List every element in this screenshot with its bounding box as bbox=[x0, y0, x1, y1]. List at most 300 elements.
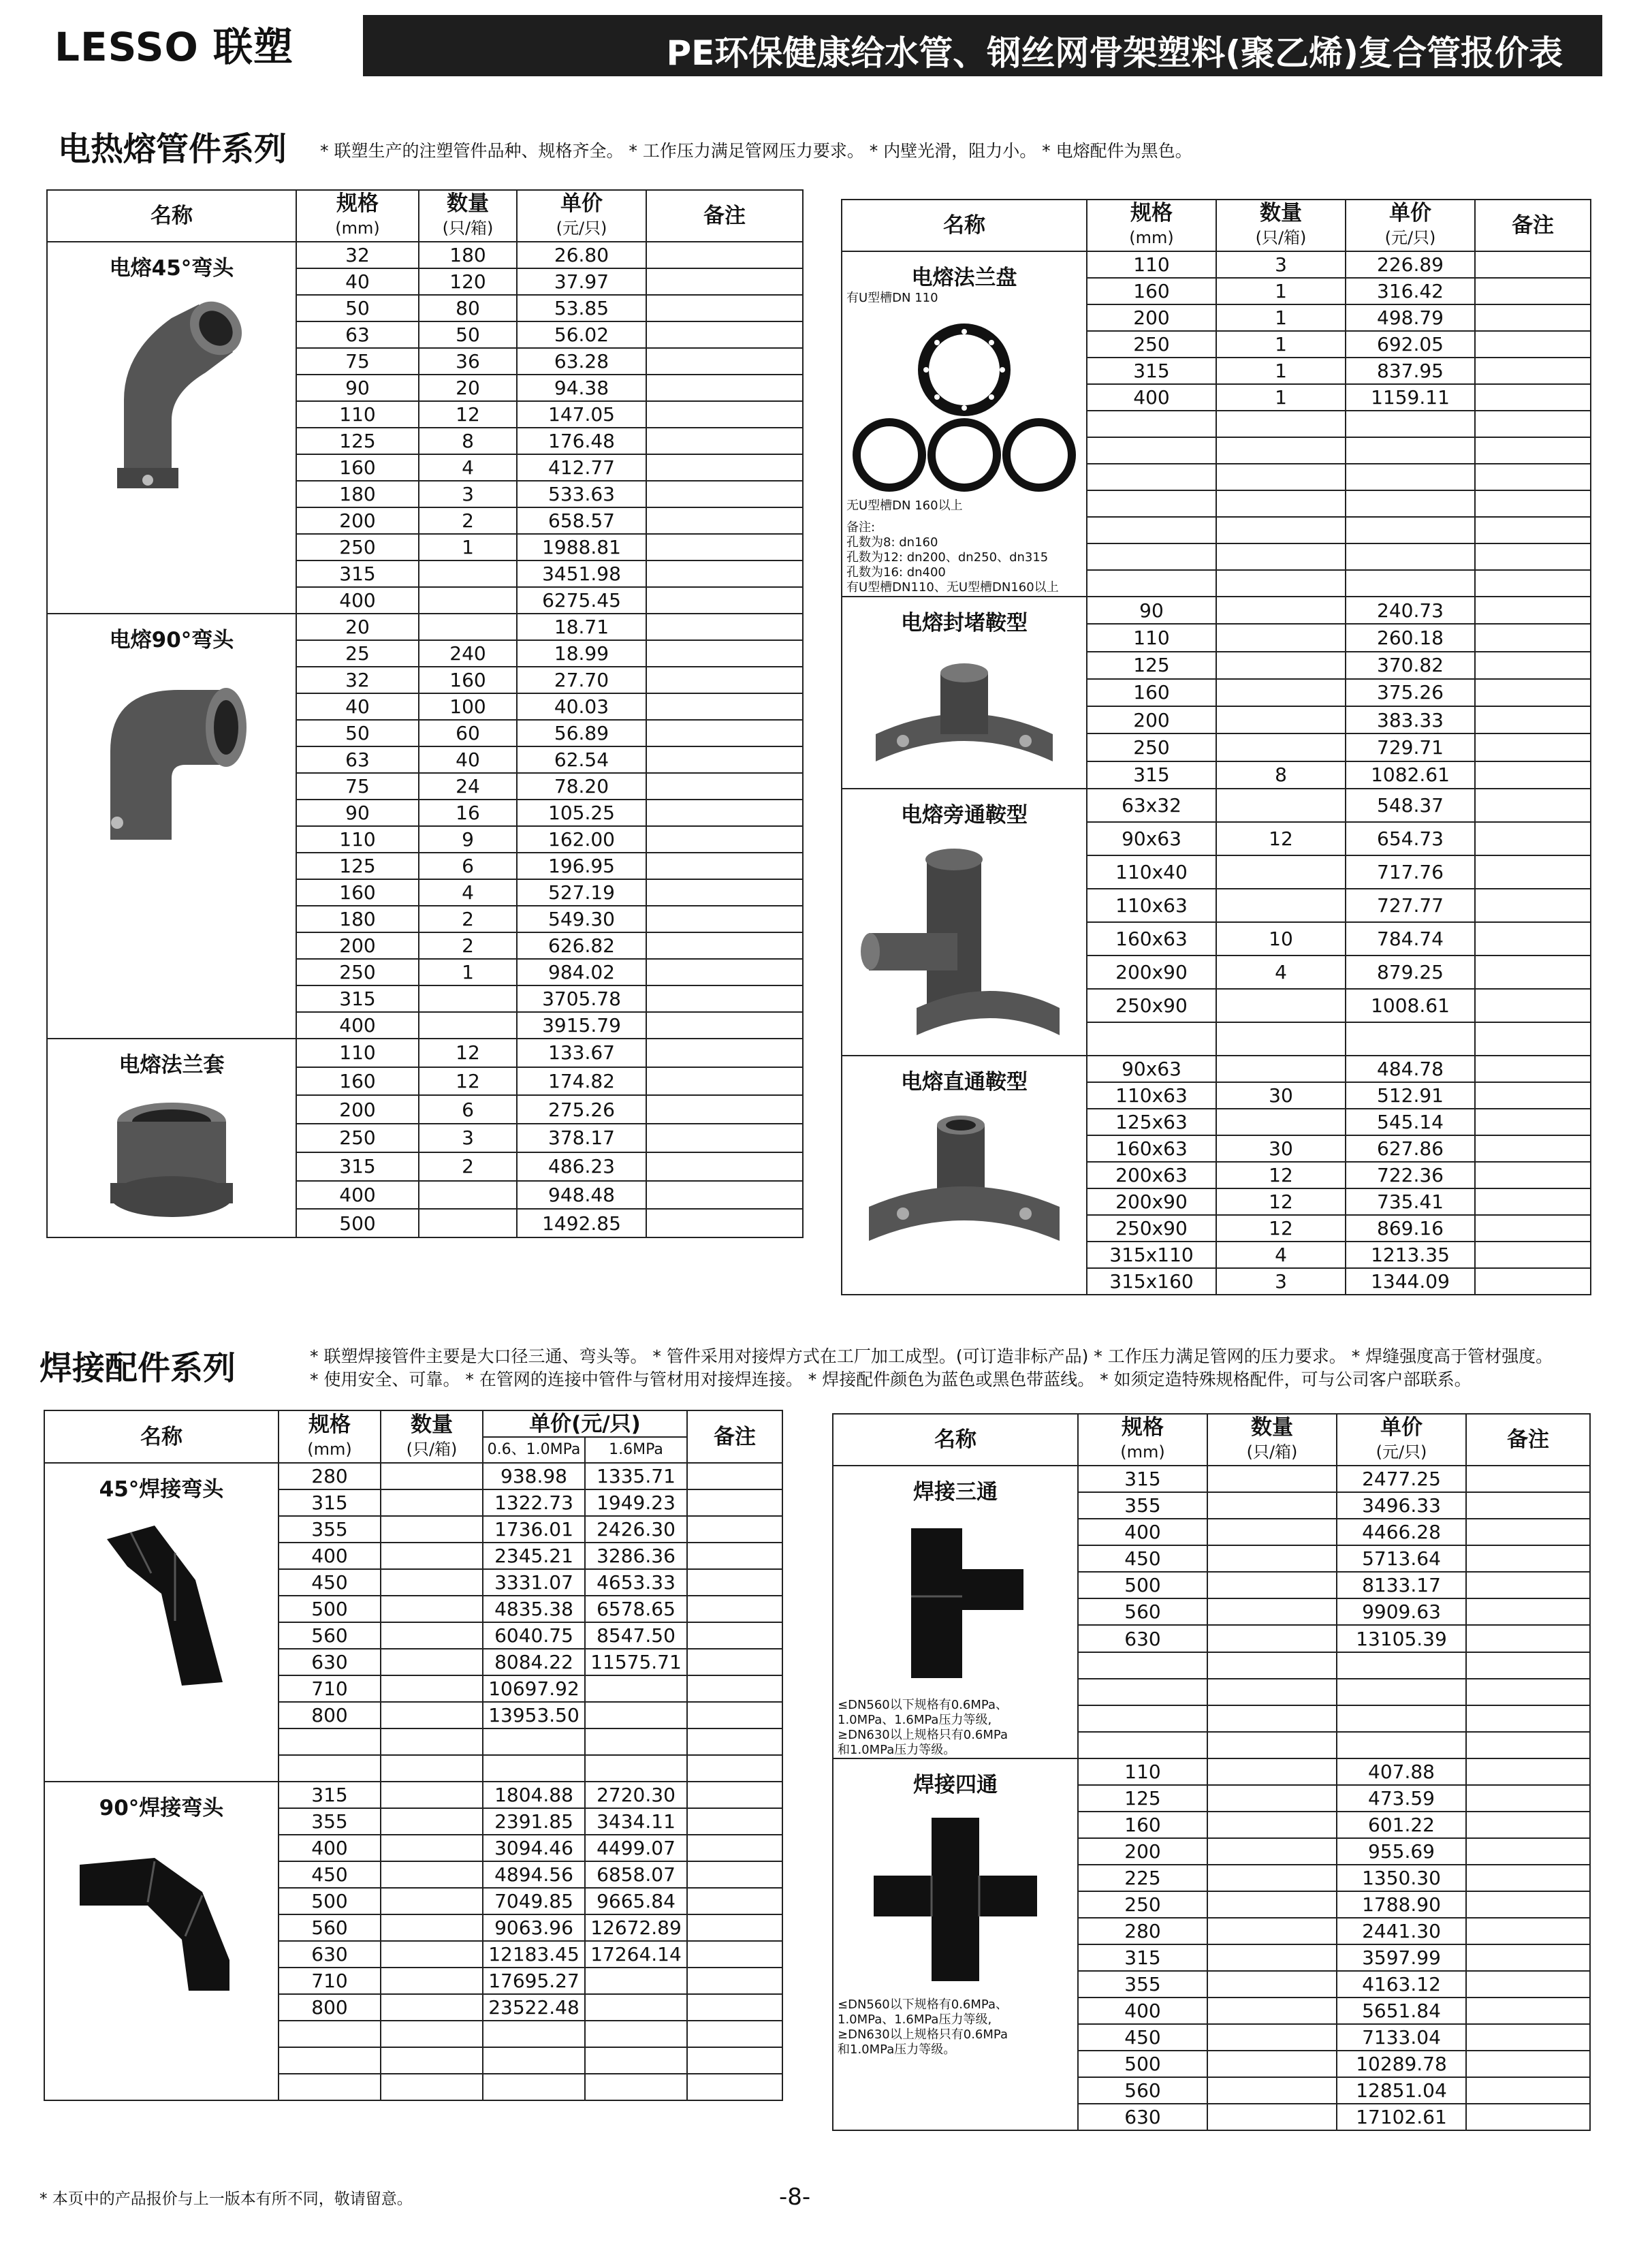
spec-cell: 125 bbox=[1078, 1785, 1207, 1812]
col-header-spec-label: 规格 bbox=[308, 1412, 351, 1437]
spec-cell: 315 bbox=[296, 560, 419, 587]
spec-cell: 400 bbox=[279, 1543, 381, 1569]
spec-cell: 315 bbox=[1087, 761, 1216, 789]
price-cell-2 bbox=[585, 2021, 687, 2047]
price-cell: 601.22 bbox=[1337, 1812, 1466, 1838]
note-cell bbox=[1475, 411, 1591, 437]
note-cell bbox=[1475, 822, 1591, 855]
qty-cell: 240 bbox=[419, 640, 517, 667]
spec-cell: 250 bbox=[296, 1124, 419, 1152]
spec-cell: 125 bbox=[296, 853, 419, 879]
col-header-note-label: 备注 bbox=[714, 1424, 757, 1449]
price-cell: 545.14 bbox=[1346, 1109, 1475, 1135]
col-header-spec-label: 规格 bbox=[1130, 201, 1173, 225]
note-cell bbox=[1475, 855, 1591, 889]
remark-line: 1.0MPa、1.6MPa压力等级, bbox=[838, 2012, 992, 2027]
spec-cell: 200 bbox=[296, 507, 419, 534]
weld-tee-icon bbox=[833, 1521, 1077, 1691]
price-cell bbox=[1337, 1732, 1466, 1758]
qty-cell: 1 bbox=[1216, 358, 1346, 384]
table-row bbox=[842, 789, 1591, 822]
price-cell: 4835.38 bbox=[483, 1596, 585, 1622]
qty-cell bbox=[1216, 624, 1346, 651]
spec-cell: 315 bbox=[296, 1152, 419, 1181]
price-cell: 17102.61 bbox=[1337, 2104, 1466, 2130]
price-cell: 4894.56 bbox=[483, 1861, 585, 1888]
note-cell bbox=[687, 1941, 782, 1968]
note-cell bbox=[1475, 679, 1591, 706]
spec-cell: 630 bbox=[279, 1941, 381, 1968]
note-line: * 使用安全、可靠。 * 在管网的连接中管件与管材用对接焊连接。 * 焊接配件颜色为蓝色或黑色带蓝线。 * 如须定造特殊规格配件，可与公司客户部联系。 bbox=[310, 1370, 1472, 1389]
product-cell bbox=[842, 251, 1087, 597]
note-cell bbox=[646, 773, 803, 800]
qty-cell bbox=[1216, 706, 1346, 733]
note-cell bbox=[1466, 1944, 1590, 1971]
spec-cell: 710 bbox=[279, 1968, 381, 1994]
spec-cell: 125 bbox=[296, 428, 419, 454]
spec-cell: 500 bbox=[279, 1596, 381, 1622]
spec-cell: 200 bbox=[296, 1095, 419, 1124]
price-cell: 549.30 bbox=[517, 906, 646, 932]
price-cell: 147.05 bbox=[517, 401, 646, 428]
note-cell bbox=[646, 587, 803, 614]
note-cell bbox=[646, 507, 803, 534]
col-header-qty-unit: (只/箱) bbox=[406, 1439, 458, 1459]
spec-cell bbox=[1078, 1732, 1207, 1758]
qty-cell bbox=[381, 1808, 483, 1835]
product-cell bbox=[833, 1466, 1078, 1758]
qty-cell bbox=[1216, 733, 1346, 761]
note-cell bbox=[646, 295, 803, 321]
price-cell: 784.74 bbox=[1346, 922, 1475, 956]
note-cell bbox=[1475, 1242, 1591, 1268]
spec-cell: 630 bbox=[1078, 2104, 1207, 2130]
qty-cell: 160 bbox=[419, 667, 517, 693]
remark-line: 备注: bbox=[846, 520, 876, 535]
price-cell bbox=[1346, 570, 1475, 597]
col-header-spec-unit: (mm) bbox=[1120, 1442, 1165, 1462]
price-cell: 3915.79 bbox=[517, 1012, 646, 1039]
qty-cell bbox=[381, 1941, 483, 1968]
price-cell: 1804.88 bbox=[483, 1782, 585, 1808]
spec-cell: 160x63 bbox=[1087, 1135, 1216, 1162]
price-cell: 3094.46 bbox=[483, 1835, 585, 1861]
qty-cell: 1 bbox=[1216, 278, 1346, 304]
note-cell bbox=[1466, 1918, 1590, 1944]
product-cell bbox=[44, 1782, 279, 2100]
spec-cell: 225 bbox=[1078, 1865, 1207, 1891]
col-header-qty bbox=[381, 1410, 483, 1463]
price-cell bbox=[483, 2021, 585, 2047]
note-cell bbox=[646, 800, 803, 826]
col-header-spec-label: 规格 bbox=[336, 191, 379, 216]
price-cell: 13953.50 bbox=[483, 1702, 585, 1728]
qty-cell bbox=[381, 1622, 483, 1649]
spec-cell: 90 bbox=[1087, 597, 1216, 624]
qty-cell bbox=[1216, 490, 1346, 517]
spec-cell: 180 bbox=[296, 481, 419, 507]
col-header-spec bbox=[1087, 200, 1216, 251]
note-cell bbox=[1466, 2104, 1590, 2130]
qty-cell bbox=[1207, 1492, 1337, 1519]
col-header-name bbox=[47, 190, 296, 242]
spec-cell: 160 bbox=[296, 879, 419, 906]
product-cell bbox=[47, 242, 296, 614]
price-cell-2 bbox=[585, 1728, 687, 1755]
price-cell-2: 2426.30 bbox=[585, 1516, 687, 1543]
price-cell: 162.00 bbox=[517, 826, 646, 853]
qty-cell bbox=[1207, 1785, 1337, 1812]
spec-cell: 315 bbox=[279, 1782, 381, 1808]
price-cell: 23522.48 bbox=[483, 1994, 585, 2021]
qty-cell bbox=[1216, 517, 1346, 543]
product-cell bbox=[47, 614, 296, 1039]
price-cell-2: 6578.65 bbox=[585, 1596, 687, 1622]
spec-cell bbox=[279, 1728, 381, 1755]
price-cell: 533.63 bbox=[517, 481, 646, 507]
qty-cell bbox=[1216, 1056, 1346, 1082]
qty-cell: 60 bbox=[419, 720, 517, 746]
note-cell bbox=[687, 1516, 782, 1543]
col-header-note-label: 备注 bbox=[703, 204, 746, 228]
note-cell bbox=[687, 1728, 782, 1755]
qty-cell bbox=[381, 1543, 483, 1569]
note-cell bbox=[1475, 597, 1591, 624]
qty-cell bbox=[1207, 1865, 1337, 1891]
spec-cell: 315 bbox=[1087, 358, 1216, 384]
spec-cell: 75 bbox=[296, 348, 419, 375]
spec-cell: 250 bbox=[1087, 331, 1216, 358]
product-name: 电熔法兰盘 bbox=[911, 266, 1017, 290]
note-cell bbox=[1475, 437, 1591, 464]
col-header-qty-unit: (只/箱) bbox=[1246, 1442, 1298, 1462]
note-cell bbox=[1475, 889, 1591, 922]
note-cell bbox=[646, 268, 803, 295]
col-header-name bbox=[842, 200, 1087, 251]
table-row bbox=[47, 614, 803, 640]
note-cell bbox=[646, 534, 803, 560]
note-cell bbox=[687, 2021, 782, 2047]
qty-cell: 10 bbox=[1216, 922, 1346, 956]
price-cell: 6040.75 bbox=[483, 1622, 585, 1649]
price-cell bbox=[1337, 1652, 1466, 1679]
note-cell bbox=[646, 401, 803, 428]
spec-cell: 400 bbox=[296, 1012, 419, 1039]
note-cell bbox=[1466, 1998, 1590, 2024]
note-cell bbox=[646, 348, 803, 375]
qty-cell: 16 bbox=[419, 800, 517, 826]
spec-cell: 560 bbox=[279, 1622, 381, 1649]
table-row bbox=[44, 1782, 782, 1808]
spec-cell: 315 bbox=[1078, 1466, 1207, 1492]
col-header-qty bbox=[1207, 1414, 1337, 1466]
note-cell bbox=[1475, 733, 1591, 761]
col-header-name-label: 名称 bbox=[934, 1427, 976, 1452]
qty-cell bbox=[1207, 1652, 1337, 1679]
price-cell: 498.79 bbox=[1346, 304, 1475, 331]
note-cell bbox=[646, 853, 803, 879]
qty-cell: 4 bbox=[1216, 1242, 1346, 1268]
spec-cell: 500 bbox=[296, 1209, 419, 1237]
col-header-qty bbox=[1216, 200, 1346, 251]
col-header-name bbox=[833, 1414, 1078, 1466]
qty-cell bbox=[419, 1181, 517, 1210]
spec-cell: 315 bbox=[1078, 1944, 1207, 1971]
price-cell: 512.91 bbox=[1346, 1082, 1475, 1109]
spec-cell: 250 bbox=[1087, 733, 1216, 761]
price-cell: 2391.85 bbox=[483, 1808, 585, 1835]
spec-cell: 200x90 bbox=[1087, 956, 1216, 989]
col-header-spec-unit: (mm) bbox=[307, 1439, 352, 1459]
price-cell-2 bbox=[585, 1994, 687, 2021]
spec-cell: 800 bbox=[279, 1702, 381, 1728]
note-cell bbox=[646, 1067, 803, 1096]
price-cell: 9909.63 bbox=[1337, 1598, 1466, 1625]
price-cell-2: 4499.07 bbox=[585, 1835, 687, 1861]
note-cell bbox=[646, 321, 803, 348]
saddle-plug-icon bbox=[842, 652, 1086, 788]
price-cell: 12183.45 bbox=[483, 1941, 585, 1968]
qty-cell: 1 bbox=[1216, 384, 1346, 411]
spec-cell: 160 bbox=[1087, 278, 1216, 304]
price-cell: 3705.78 bbox=[517, 985, 646, 1012]
qty-cell bbox=[1207, 1598, 1337, 1625]
col-header-name-label: 名称 bbox=[140, 1424, 182, 1449]
spec-cell: 20 bbox=[296, 614, 419, 640]
price-cell bbox=[1346, 464, 1475, 490]
note-cell bbox=[1475, 278, 1591, 304]
spec-cell: 500 bbox=[1078, 2051, 1207, 2077]
qty-cell: 6 bbox=[419, 1095, 517, 1124]
qty-cell: 12 bbox=[419, 1039, 517, 1067]
elbow90-icon bbox=[48, 669, 296, 853]
price-cell-2: 12672.89 bbox=[585, 1914, 687, 1941]
price-cell: 722.36 bbox=[1346, 1162, 1475, 1188]
price-cell: 174.82 bbox=[517, 1067, 646, 1096]
note-cell bbox=[687, 1888, 782, 1914]
price-cell: 1344.09 bbox=[1346, 1268, 1475, 1295]
note-cell bbox=[1466, 1971, 1590, 1998]
note-cell bbox=[646, 614, 803, 640]
qty-cell: 24 bbox=[419, 773, 517, 800]
spec-cell: 63 bbox=[296, 746, 419, 773]
price-cell: 1322.73 bbox=[483, 1489, 585, 1516]
col-header-qty-unit: (只/箱) bbox=[1255, 228, 1307, 247]
qty-cell bbox=[1207, 2077, 1337, 2104]
note-cell bbox=[687, 1994, 782, 2021]
section-title-electrofusion: 电热熔管件系列 bbox=[58, 130, 287, 168]
col-header-name bbox=[44, 1410, 279, 1463]
spec-cell: 500 bbox=[1078, 1572, 1207, 1598]
price-cell: 1213.35 bbox=[1346, 1242, 1475, 1268]
note-cell bbox=[1466, 1865, 1590, 1891]
qty-cell bbox=[381, 1489, 483, 1516]
remark-line: 1.0MPa、1.6MPa压力等级, bbox=[838, 1713, 992, 1727]
note-cell bbox=[1466, 1652, 1590, 1679]
spec-cell bbox=[1087, 570, 1216, 597]
col-header-price bbox=[483, 1410, 687, 1437]
qty-cell: 180 bbox=[419, 242, 517, 268]
col-header-price bbox=[1337, 1414, 1466, 1466]
price-cell: 548.37 bbox=[1346, 789, 1475, 822]
note-cell bbox=[1475, 331, 1591, 358]
price-cell bbox=[1337, 1679, 1466, 1705]
price-cell: 658.57 bbox=[517, 507, 646, 534]
spec-cell: 110x63 bbox=[1087, 889, 1216, 922]
spec-cell: 250x90 bbox=[1087, 1215, 1216, 1242]
spec-cell: 110 bbox=[1078, 1758, 1207, 1785]
spec-cell: 200x63 bbox=[1087, 1162, 1216, 1188]
qty-cell bbox=[1207, 2024, 1337, 2051]
qty-cell bbox=[1207, 1838, 1337, 1865]
weld-cross-icon bbox=[833, 1814, 1077, 1991]
qty-cell: 36 bbox=[419, 348, 517, 375]
weld-elbow45-icon bbox=[45, 1519, 278, 1695]
price-cell-2 bbox=[585, 1702, 687, 1728]
col-header-spec-label: 规格 bbox=[1122, 1415, 1164, 1440]
col-header-price-label: 单价 bbox=[1380, 1415, 1423, 1440]
qty-cell: 4 bbox=[419, 879, 517, 906]
note-cell bbox=[1475, 543, 1591, 570]
price-cell: 383.33 bbox=[1346, 706, 1475, 733]
price-cell: 7049.85 bbox=[483, 1888, 585, 1914]
col-header-qty-label: 数量 bbox=[411, 1412, 453, 1437]
price-cell: 40.03 bbox=[517, 693, 646, 720]
qty-cell bbox=[381, 1463, 483, 1489]
col-header-price-unit: (元/只) bbox=[556, 219, 607, 238]
qty-cell: 8 bbox=[419, 428, 517, 454]
spec-cell: 800 bbox=[279, 1994, 381, 2021]
spec-cell: 560 bbox=[279, 1914, 381, 1941]
price-cell: 1492.85 bbox=[517, 1209, 646, 1237]
price-cell bbox=[1337, 1705, 1466, 1732]
qty-cell: 12 bbox=[419, 401, 517, 428]
qty-cell bbox=[381, 1861, 483, 1888]
price-cell: 5713.64 bbox=[1337, 1545, 1466, 1572]
qty-cell: 100 bbox=[419, 693, 517, 720]
spec-cell: 315x160 bbox=[1087, 1268, 1216, 1295]
table-row bbox=[842, 1056, 1591, 1082]
col-header-note-label: 备注 bbox=[1507, 1427, 1549, 1452]
qty-cell bbox=[381, 2047, 483, 2074]
product-cell bbox=[44, 1463, 279, 1782]
table-row bbox=[842, 597, 1591, 624]
spec-cell: 250 bbox=[296, 534, 419, 560]
price-cell: 692.05 bbox=[1346, 331, 1475, 358]
col-header-spec bbox=[279, 1410, 381, 1463]
price-cell: 735.41 bbox=[1346, 1188, 1475, 1215]
note-cell bbox=[646, 1181, 803, 1210]
spec-cell: 25 bbox=[296, 640, 419, 667]
qty-cell bbox=[1207, 1732, 1337, 1758]
note-cell bbox=[687, 1702, 782, 1728]
price-cell: 94.38 bbox=[517, 375, 646, 401]
price-cell: 13105.39 bbox=[1337, 1625, 1466, 1652]
price-cell: 2477.25 bbox=[1337, 1466, 1466, 1492]
price-cell: 176.48 bbox=[517, 428, 646, 454]
price-cell: 727.77 bbox=[1346, 889, 1475, 922]
note-cell bbox=[687, 2074, 782, 2100]
spec-cell: 110 bbox=[1087, 624, 1216, 651]
qty-cell bbox=[381, 1994, 483, 2021]
price-cell: 12851.04 bbox=[1337, 2077, 1466, 2104]
price-cell: 37.97 bbox=[517, 268, 646, 295]
price-cell: 27.70 bbox=[517, 667, 646, 693]
note-cell bbox=[687, 1782, 782, 1808]
note-cell bbox=[646, 959, 803, 985]
table-row bbox=[842, 251, 1591, 278]
note-cell bbox=[1475, 1268, 1591, 1295]
note-cell bbox=[1466, 1625, 1590, 1652]
col-header-price-label: 单价(元/只) bbox=[529, 1411, 641, 1436]
spec-cell: 160x63 bbox=[1087, 922, 1216, 956]
table-row bbox=[44, 1463, 782, 1489]
spec-cell: 125x63 bbox=[1087, 1109, 1216, 1135]
note-cell bbox=[1475, 1188, 1591, 1215]
qty-cell: 30 bbox=[1216, 1135, 1346, 1162]
price-cell-2: 1949.23 bbox=[585, 1489, 687, 1516]
note-cell bbox=[1475, 251, 1591, 278]
col-header-spec bbox=[296, 190, 419, 242]
spec-cell: 500 bbox=[279, 1888, 381, 1914]
spec-cell: 560 bbox=[1078, 2077, 1207, 2104]
image-caption: 有U型槽DN 110 bbox=[846, 291, 938, 305]
qty-cell: 12 bbox=[1216, 1215, 1346, 1242]
qty-cell: 50 bbox=[419, 321, 517, 348]
qty-cell bbox=[1216, 570, 1346, 597]
col-header-qty bbox=[419, 190, 517, 242]
qty-cell bbox=[1207, 1812, 1337, 1838]
spec-cell: 63 bbox=[296, 321, 419, 348]
price-cell: 654.73 bbox=[1346, 822, 1475, 855]
spec-cell: 450 bbox=[279, 1569, 381, 1596]
spec-cell: 75 bbox=[296, 773, 419, 800]
spec-cell: 110 bbox=[1087, 251, 1216, 278]
spec-cell: 450 bbox=[1078, 2024, 1207, 2051]
spec-cell bbox=[1087, 543, 1216, 570]
price-cell: 486.23 bbox=[517, 1152, 646, 1181]
note-cell bbox=[1475, 1135, 1591, 1162]
spec-cell bbox=[1078, 1652, 1207, 1679]
page-number: -8- bbox=[779, 2183, 811, 2211]
price-cell: 240.73 bbox=[1346, 597, 1475, 624]
note-cell bbox=[646, 746, 803, 773]
note-cell bbox=[1466, 1812, 1590, 1838]
qty-cell: 1 bbox=[1216, 304, 1346, 331]
col-header-price-label: 单价 bbox=[560, 191, 603, 216]
qty-cell bbox=[1216, 679, 1346, 706]
note-cell bbox=[1475, 761, 1591, 789]
col-header-note bbox=[687, 1410, 782, 1463]
qty-cell bbox=[381, 1755, 483, 1782]
qty-cell: 2 bbox=[419, 932, 517, 959]
qty-cell: 3 bbox=[1216, 251, 1346, 278]
remark-line: ≤DN560以下规格有0.6MPa、 bbox=[838, 1698, 1008, 1712]
bypass-saddle-icon bbox=[842, 844, 1086, 1055]
spec-cell: 110x63 bbox=[1087, 1082, 1216, 1109]
note-cell bbox=[687, 1622, 782, 1649]
table-row bbox=[47, 1039, 803, 1067]
qty-cell: 9 bbox=[419, 826, 517, 853]
note-cell bbox=[1466, 1598, 1590, 1625]
product-name: 电熔45°弯头 bbox=[109, 256, 234, 281]
qty-cell bbox=[381, 1968, 483, 1994]
note-cell bbox=[687, 1675, 782, 1702]
note-cell bbox=[1475, 1162, 1591, 1188]
col-header-price-label: 单价 bbox=[1389, 201, 1431, 225]
col-header-spec bbox=[1078, 1414, 1207, 1466]
price-cell: 1082.61 bbox=[1346, 761, 1475, 789]
